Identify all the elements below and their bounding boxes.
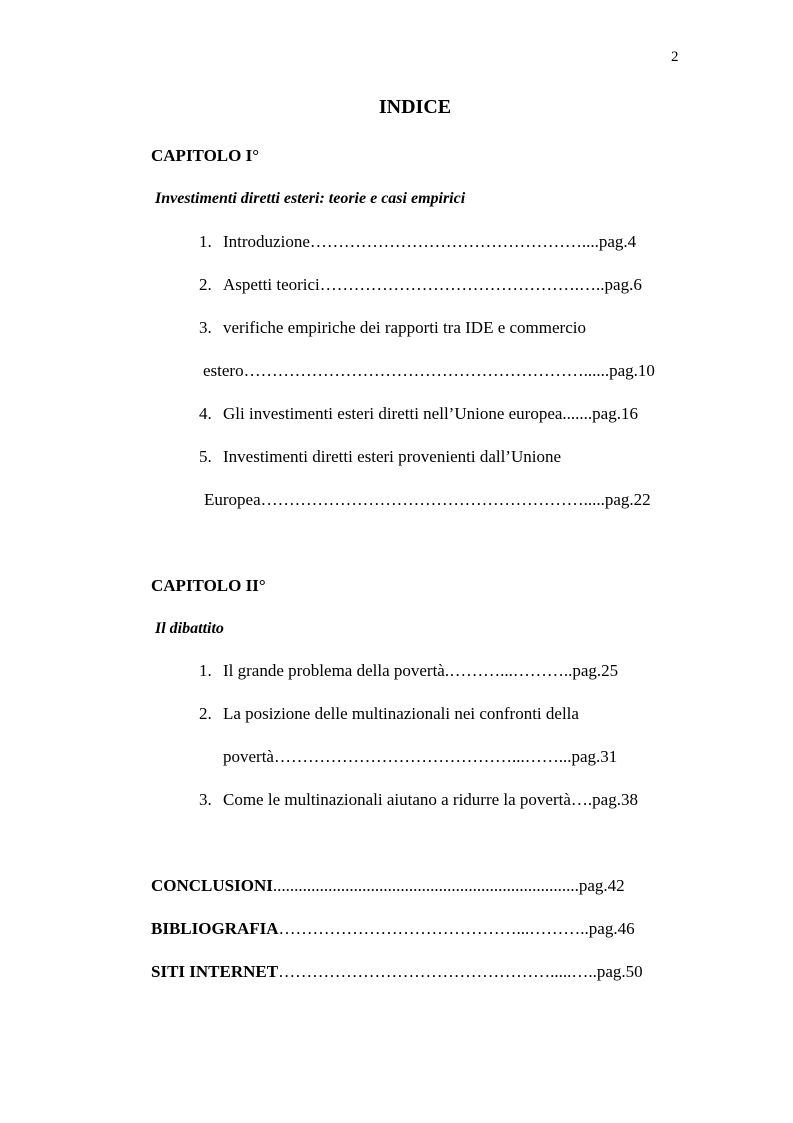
toc-section-label: CONCLUSIONI	[151, 876, 273, 895]
toc-entry-number: 1.	[199, 661, 212, 680]
chapter-1-heading: CAPITOLO I°	[151, 146, 260, 165]
toc-entry-text: Investimenti diretti esteri provenienti dall’Unione	[223, 447, 562, 466]
toc-section-label: BIBLIOGRAFIA	[151, 919, 279, 938]
toc-section-dots: ……………………………………...………..pag.46	[278, 919, 635, 938]
toc-entry-number: 1.	[199, 232, 212, 251]
toc-entry-continuation: povertà……………………………………...……...pag.31	[223, 747, 618, 766]
toc-entry-text: Aspetti teorici……………………………………….…..pag.6	[223, 275, 642, 294]
toc-entry-number: 3.	[199, 790, 212, 809]
toc-entry-text: La posizione delle multinazionali nei confronti della	[223, 704, 579, 723]
toc-siti-internet	[151, 962, 643, 982]
toc-entry	[199, 661, 618, 681]
toc-entry-number: 2.	[199, 704, 212, 723]
toc-entry-text: Introduzione…………………………………………....pag.4	[223, 232, 637, 251]
toc-bibliografia	[151, 919, 635, 939]
chapter-2-heading: CAPITOLO II°	[151, 576, 266, 595]
toc-entry	[199, 275, 642, 295]
toc-entry-number: 4.	[199, 404, 212, 423]
toc-section-dots: ........................................................................pag.42	[272, 876, 625, 895]
toc-entry	[199, 790, 638, 810]
toc-section-label: SITI INTERNET	[151, 962, 279, 981]
toc-entry-text: verifiche empiriche dei rapporti tra IDE e commercio	[223, 318, 586, 337]
toc-entry	[199, 447, 561, 467]
chapter-1-subtitle: Investimenti diretti esteri: teorie e casi empirici	[155, 190, 466, 207]
page-title: INDICE	[378, 96, 452, 118]
toc-entry	[199, 232, 636, 252]
toc-entry	[199, 404, 638, 424]
toc-section-dots: ………………………………………….....…..pag.50	[278, 962, 643, 981]
page-number: 2	[671, 49, 679, 65]
toc-entry-number: 2.	[199, 275, 212, 294]
toc-entry-text: Gli investimenti esteri diretti nell’Unione europea.......pag.16	[223, 404, 638, 423]
toc-entry	[199, 318, 586, 338]
toc-entry-number: 5.	[199, 447, 212, 466]
toc-entry-text: Il grande problema della povertà.………...………..pag.25	[223, 661, 619, 680]
toc-conclusioni	[151, 876, 625, 896]
toc-entry-continuation: Europea………………………………………………….....pag.22	[204, 490, 651, 509]
chapter-2-subtitle: Il dibattito	[155, 620, 224, 637]
toc-entry-continuation: estero……………………………………………………......pag.10	[203, 361, 655, 380]
toc-entry-text: Come le multinazionali aiutano a ridurre la povertà….pag.38	[223, 790, 638, 809]
toc-entry-number: 3.	[199, 318, 212, 337]
toc-entry	[199, 704, 579, 724]
